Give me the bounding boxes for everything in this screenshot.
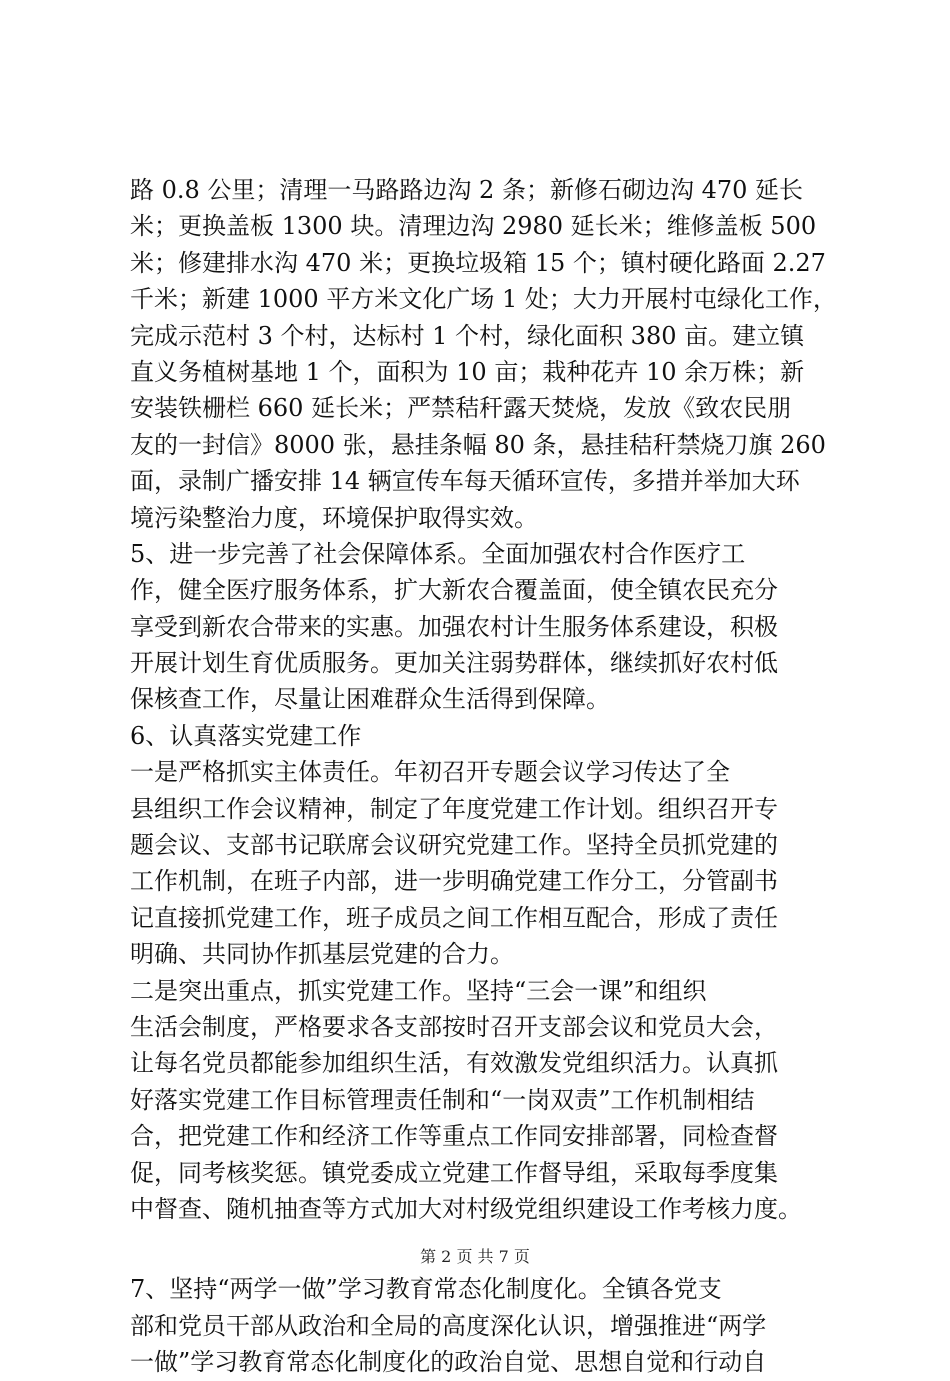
text-line: 工作机制，在班子内部，进一步明确党建工作分工，分管副书 — [130, 867, 778, 896]
text-line: 作，健全医疗服务体系，扩大新农合覆盖面，使全镇农民充分 — [130, 576, 778, 605]
text-line: 一做”学习教育常态化制度化的政治自觉、思想自觉和行动自 — [130, 1348, 767, 1377]
text-line: 生活会制度，严格要求各支部按时召开支部会议和党员大会， — [130, 1012, 778, 1041]
text-line: 二是突出重点，抓实党建工作。坚持“三会一课”和组织 — [130, 976, 707, 1005]
text-line: 安装铁栅栏 660 延长米；严禁秸秆露天焚烧，发放《致农民朋 — [130, 394, 792, 423]
text-line: 促，同考核奖惩。镇党委成立党建工作督导组，采取每季度集 — [130, 1158, 778, 1187]
text-line: 友的一封信》8000 张，悬挂条幅 80 条，悬挂秸秆禁烧刀旗 260 — [130, 430, 826, 459]
section-heading: 6、认真落实党建工作 — [130, 721, 362, 750]
text-line: 5、进一步完善了社会保障体系。全面加强农村合作医疗工 — [130, 539, 746, 568]
text-line: 县组织工作会议精神，制定了年度党建工作计划。组织召开专 — [130, 794, 778, 823]
text-line: 部和党员干部从政治和全局的高度深化认识，增强推进“两学 — [130, 1311, 767, 1340]
text-line: 合，把党建工作和经济工作等重点工作同安排部署，同检查督 — [130, 1122, 778, 1151]
text-line: 中督查、随机抽查等方式加大对村级党组织建设工作考核力度。 — [130, 1194, 802, 1223]
text-line: 明确、共同协作抓基层党建的合力。 — [130, 940, 514, 969]
text-line: 面，录制广播安排 14 辆宣传车每天循环宣传，多措并举加大环 — [130, 467, 800, 496]
text-line: 好落实党建工作目标管理责任制和“一岗双责”工作机制相结 — [130, 1085, 755, 1114]
text-line: 题会议、支部书记联席会议研究党建工作。坚持全员抓党建的 — [130, 831, 778, 860]
text-line: 享受到新农合带来的实惠。加强农村计生服务体系建设，积极 — [130, 612, 778, 641]
text-line: 记直接抓党建工作，班子成员之间工作相互配合，形成了责任 — [130, 903, 778, 932]
text-line: 境污染整治力度，环境保护取得实效。 — [130, 503, 538, 532]
text-line: 路 0.8 公里；清理一马路路边沟 2 条；新修石砌边沟 470 延长 — [130, 176, 804, 204]
text-line: 7、坚持“两学一做”学习教育常态化制度化。全镇各党支 — [130, 1275, 722, 1304]
text-line: 保核查工作，尽量让困难群众生活得到保障。 — [130, 685, 610, 714]
text-line: 完成示范村 3 个村，达标村 1 个村，绿化面积 380 亩。建立镇 — [130, 321, 805, 350]
document-body — [130, 172, 837, 1381]
text-line: 一是严格抓实主体责任。年初召开专题会议学习传达了全 — [130, 758, 730, 787]
page-number-footer: 第 2 页 共 7 页 — [420, 1247, 530, 1266]
text-line: 米；修建排水沟 470 米；更换垃圾箱 15 个；镇村硬化路面 2.27 — [130, 248, 826, 277]
text-line: 直义务植树基地 1 个，面积为 10 亩；栽种花卉 10 余万株；新 — [130, 357, 805, 386]
text-line: 开展计划生育优质服务。更加关注弱势群体，继续抓好农村低 — [130, 649, 778, 678]
text-line: 让每名党员都能参加组织生活，有效激发党组织活力。认真抓 — [130, 1049, 778, 1078]
text-line: 千米；新建 1000 平方米文化广场 1 处；大力开展村屯绿化工作， — [130, 285, 837, 314]
text-line: 米；更换盖板 1300 块。清理边沟 2980 延长米；维修盖板 500 — [130, 212, 817, 241]
